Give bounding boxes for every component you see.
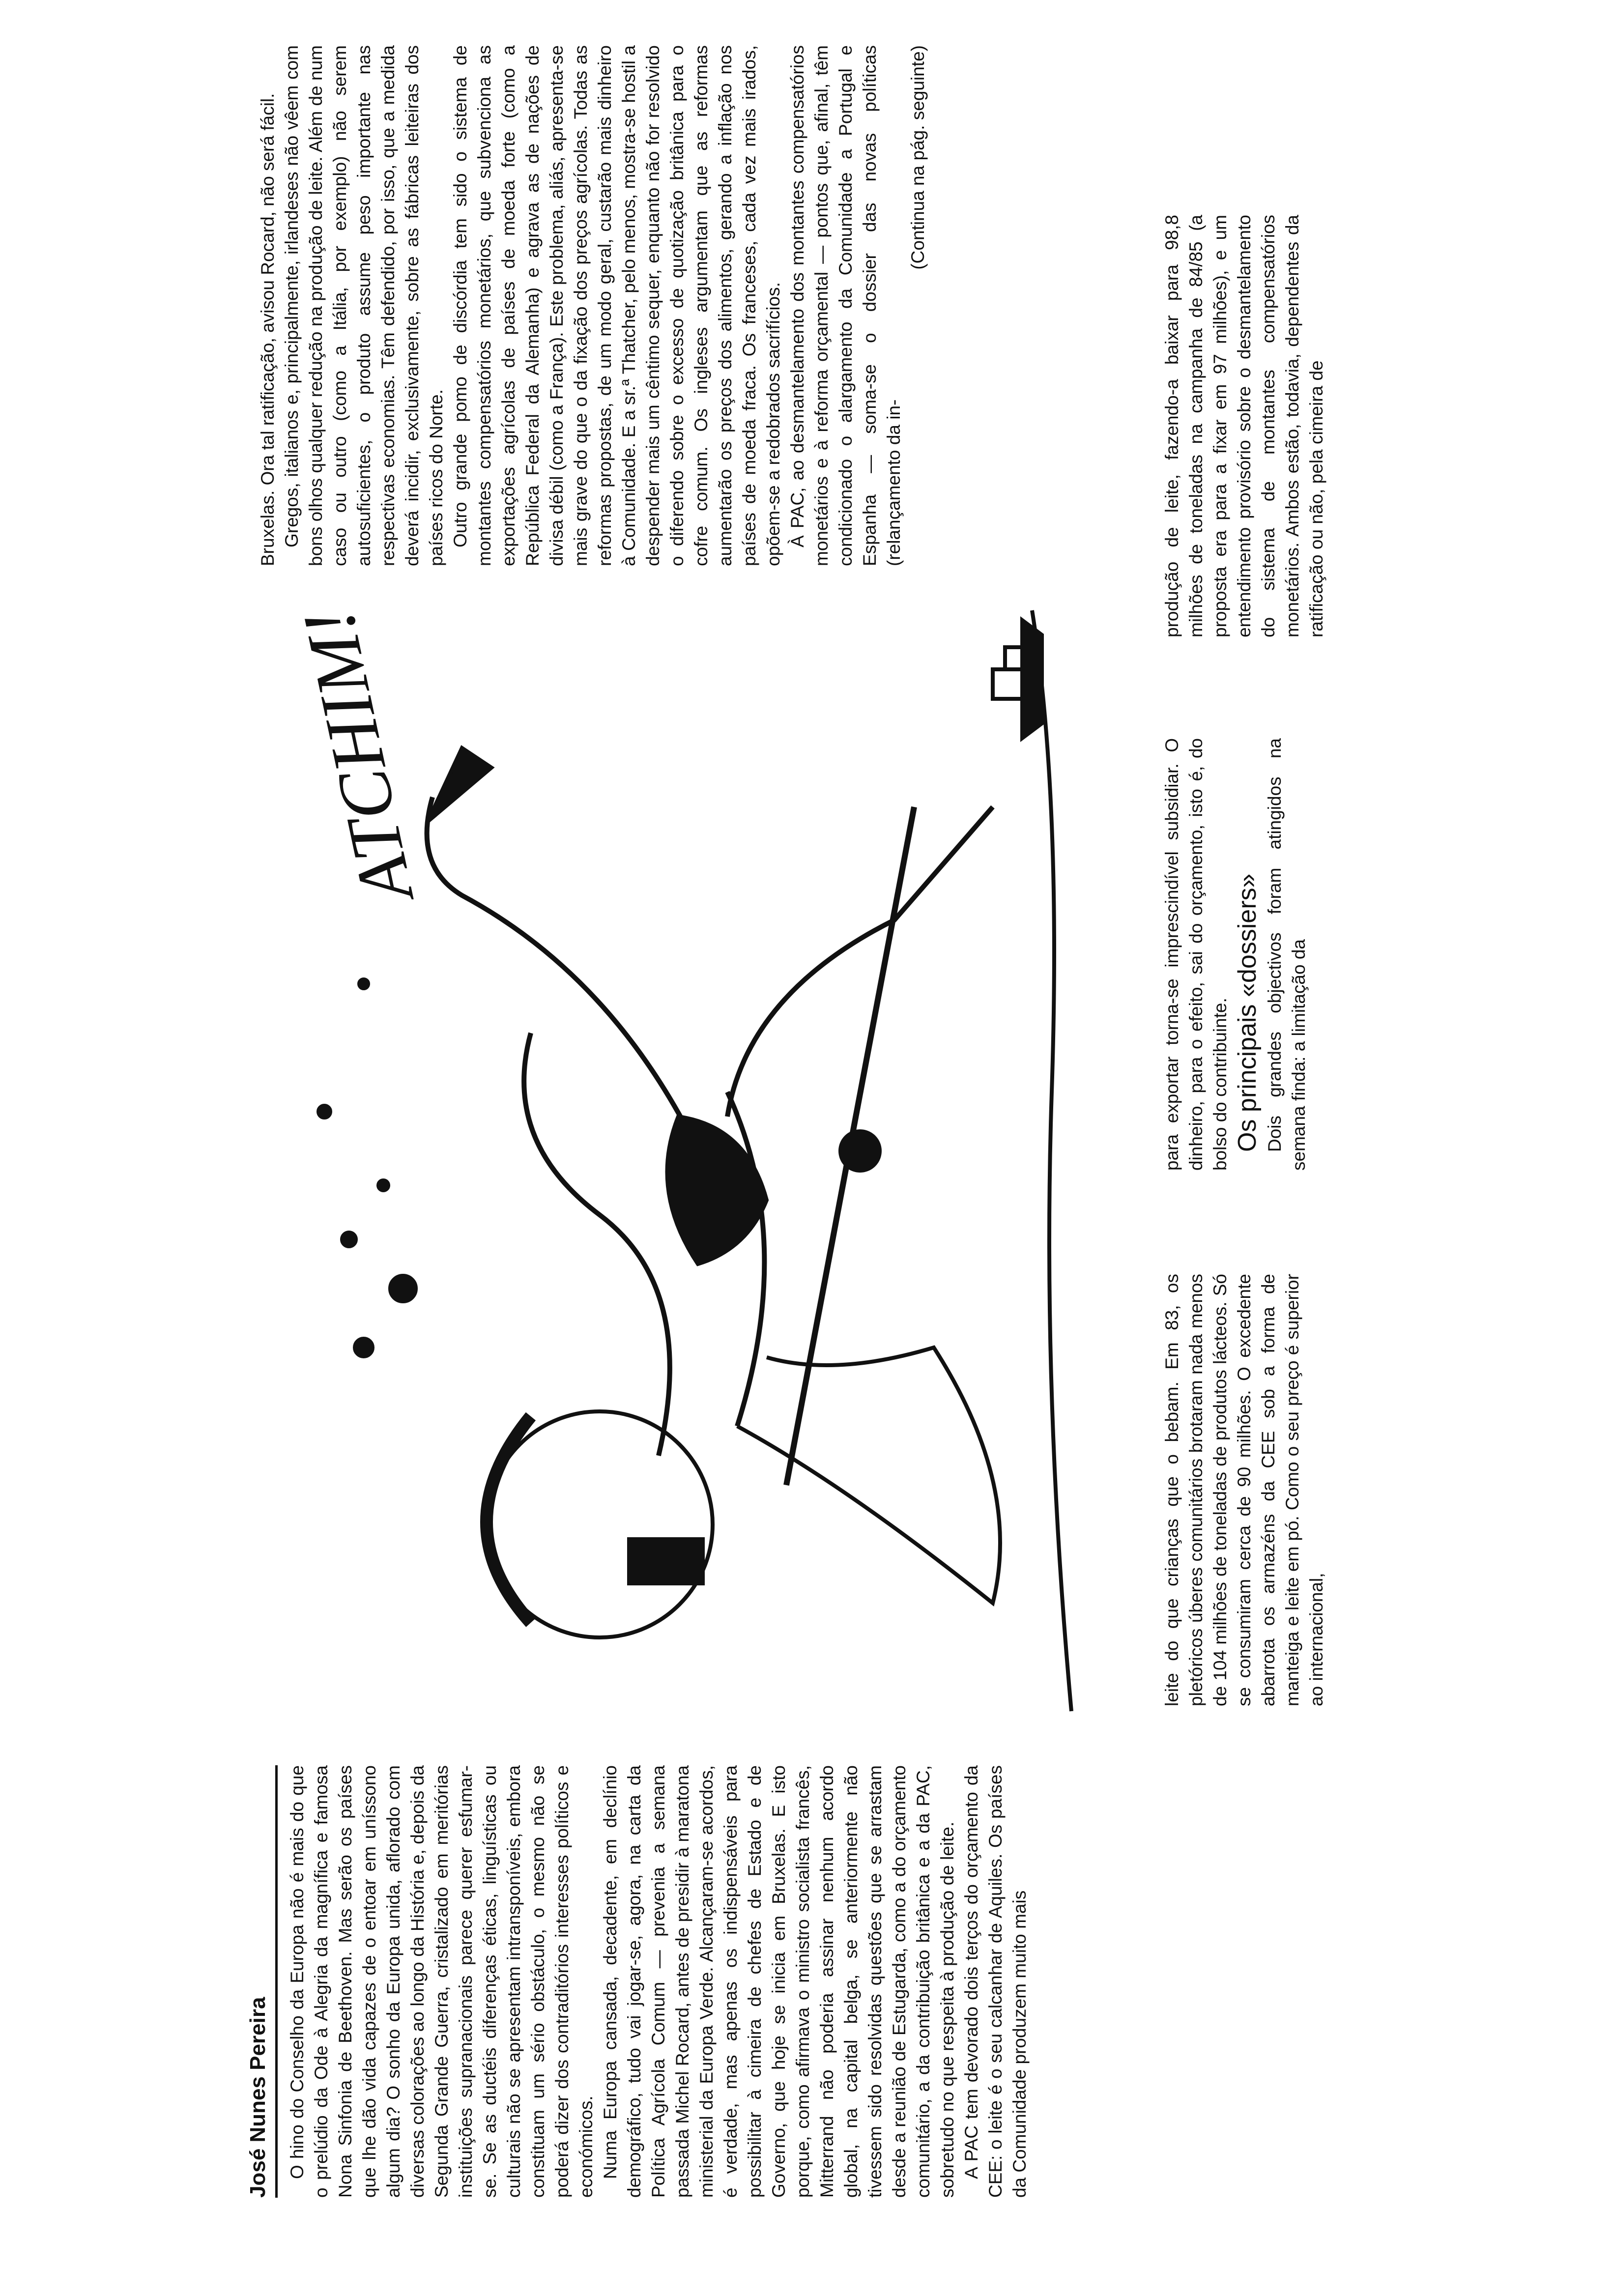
column-3 bbox=[1160, 738, 1311, 1171]
byline: José Nunes Pereira bbox=[246, 1765, 278, 2198]
column-4 bbox=[1160, 215, 1328, 637]
paragraph: leite do que crianças que o bebam. Em 83, os pletóricos úberes comunitários brotaram nada menos de 104 milhões de toneladas de produtos lácteos. Só se consumiram cerca de 90 milhões. O excedente abarrota os armazéns da CEE sob a forma de manteiga e leite em pó. Como o seu preço é superior ao internacional, bbox=[1162, 1274, 1326, 1706]
continued-note: (Continua na pág. seguinte) bbox=[908, 45, 928, 270]
paragraph: Bruxelas. Ora tal ratificação, avisou Rocard, não será fácil. bbox=[258, 93, 278, 566]
subheading: Os principais «dossiers» bbox=[1233, 873, 1262, 1152]
paragraph: para exportar torna-se imprescindível subsidiar. O dinheiro, para o efeito, sai do orçamento, isto é, do bolso do contribuinte. bbox=[1162, 738, 1230, 1171]
paragraph: Outro grande pomo de discórdia tem sido o sistema de montantes compensatórios monetários, que subvenciona as exportações agrícolas de países de moeda forte (como a República Federal da Alemanha) e agrava as de nações de divisa débil (como a França). Este problema, aliás, apresenta-se mais grave do que o da fixação dos preços agrícolas. Todas as reformas propostas, de um modo geral, custarão mais dinheiro à Comunidade. E a sr.ª Thatcher, pelo menos, mostra-se hostil a despender mais um cêntimo sequer, enquanto não for resolvido o diferendo sobre o excesso de quotização britânica para o cofre comum. Os ingleses argumentam que as reformas aumentarão os preços dos alimentos, gerando a inflação nos países de moeda fraca. Os franceses, cada vez mais irados, opõem-se a redobrados sacrifícios. bbox=[450, 45, 783, 566]
paragraph: À PAC, ao desmantelamento dos montantes compensatórios monetários e à reforma orçamental — pontos que, afinal, têm condicionado o alargamento da Comunidade a Portugal e Espanha — soma-se o dossier das novas políticas (relançamento da in- bbox=[787, 45, 904, 566]
paragraph: produção de leite, fazendo-a baixar para 98,8 milhões de toneladas na campanha de 84/85 (a proposta era para a fixar em 97 milhões), e um entendimento provisório sobre o desmantelamento do sistema de montantes compensatórios monetários. Ambos estão, todavia, dependentes da ratificação ou não, pela cimeira de bbox=[1162, 215, 1326, 637]
paragraph: Gregos, italianos e, principalmente, irlandeses não vêem com bons olhos qualquer redução na produção de leite. Além de num caso ou outro (como a Itália, por exemplo) não serem autosuficientes, o produto assume peso importante nas respectivas economias. Têm defendido, por isso, que a medida deverá incidir, exclusivamente, sobre as fábricas leiteiras dos países ricos do Norte. bbox=[282, 45, 446, 566]
column-2 bbox=[1160, 1274, 1328, 1706]
paragraph: A PAC tem devorado dois terços do orçamento da CEE: o leite é o seu calcanhar de Aquiles. Os países da Comunidade produzem muito mais bbox=[961, 1765, 1030, 2198]
column-1 bbox=[285, 1765, 1032, 2198]
paragraph: Dois grandes objectivos foram atingidos na semana finda: a limitação da bbox=[1265, 738, 1309, 1171]
paragraph: Numa Europa cansada, decadente, em declínio demográfico, tudo vai jogar-se, agora, na carta da Política Agrícola Comum — prevenia a semana passada Michel Rocard, antes de presidir à maratona ministerial da Europa Verde. Alcançaram-se acordos, é verdade, mas apenas os indispensáveis para possibilitar à cimeira de chefes de Estado e de Governo, que hoje se inicia em Bruxelas. E isto porque, como afirmava o ministro socialista francês, Mitterrand não poderia assinar nenhum acordo global, na capital belga, se anteriormente não tivessem sido resolvidas questões que se arrastam desde a reunião de Estugarda, como a do orçamento comunitário, a da contribuição britânica e a da PAC, sobretudo no que respeita à produção de leite. bbox=[600, 1765, 957, 2198]
paragraph: O hino do Conselho da Europa não é mais do que o prelúdio da Ode à Alegria da magnífica e famosa Nona Sinfonia de Beethoven. Mas serão os países que lhe dão vida capazes de o entoar em uníssono algum dia? O sonho da Europa unida, aflorado com diversas colorações ao longo da História e, depois da Segunda Grande Guerra, cristalizado em meritórias instituições supranacionais parece querer esfumar-se. Se as ductéis diferenças éticas, linguísticas ou culturais não se apresentam intransponíveis, embora constituam um sério obstáculo, o mesmo não se poderá dizer dos contraditórios interesses políticos e económicos. bbox=[287, 1765, 596, 2198]
sneeze-text: ATCHIM! bbox=[287, 602, 429, 909]
cartoon-illustration bbox=[256, 591, 1140, 1731]
column-5 bbox=[256, 45, 930, 566]
